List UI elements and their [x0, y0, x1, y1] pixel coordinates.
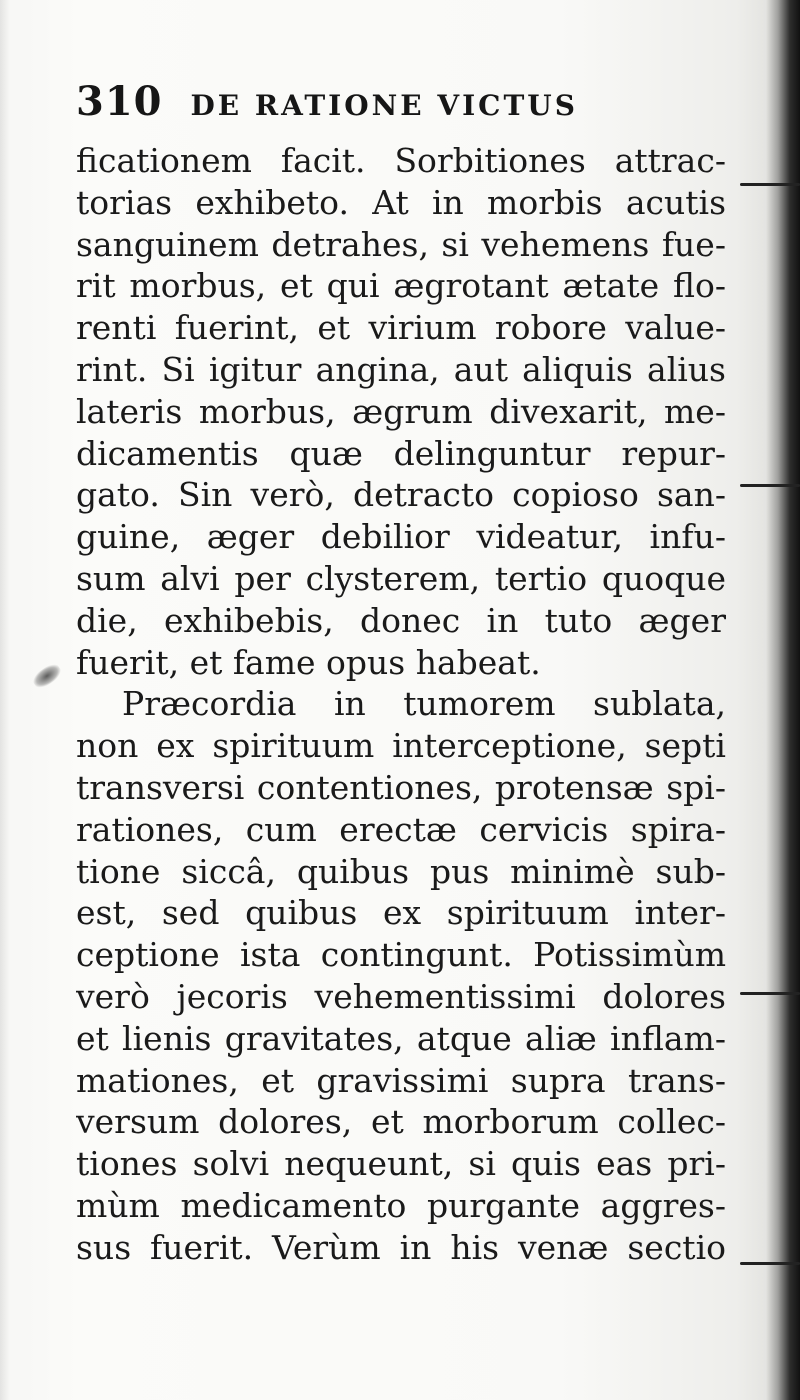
binding-thread [740, 484, 800, 487]
binding-edge [766, 0, 800, 1400]
text-line: tione siccâ, quibus pus minimè sub- [76, 851, 726, 891]
text-line: die, exhibebis, donec in tuto æger [76, 600, 726, 640]
text-line: ficationem facit. Sorbitiones attrac- [76, 141, 726, 180]
text-line: rationes, cum erectæ cervicis spira- [76, 809, 726, 849]
text-line: versum dolores, et morborum collec- [76, 1102, 726, 1142]
running-title: DE RATIONE VICTUS [190, 89, 578, 122]
ink-smudge [30, 661, 64, 691]
text-line: mùm medicamento purgante aggres- [76, 1185, 726, 1225]
page-header [76, 78, 740, 126]
text-line: tiones solvi nequeunt, si quis eas pri- [76, 1144, 726, 1184]
binding-thread [740, 992, 800, 995]
text-line: mationes, et gravissimi supra trans- [76, 1060, 726, 1100]
text-line: guine, æger debilior videatur, infu- [76, 517, 726, 557]
paragraph-last-line: fuerit, et fame opus habeat. [76, 642, 541, 682]
page-number: 310 [76, 78, 163, 125]
binding-thread [740, 183, 800, 186]
text-line: est, sed quibus ex spirituum inter- [76, 893, 726, 933]
text-line: verò jecoris vehementissimi dolores [76, 976, 726, 1016]
binding-thread [740, 1262, 800, 1265]
text-line: lateris morbus, ægrum divexarit, me- [76, 391, 726, 431]
text-line: sum alvi per clysterem, tertio quoque [76, 558, 726, 598]
text-line: sus fuerit. Verùm in his venæ sectio [76, 1227, 726, 1267]
text-line: rit morbus, et qui ægrotant ætate flo- [76, 266, 726, 306]
body-text [76, 140, 726, 1269]
text-line: sanguinem detrahes, si vehemens fue- [76, 224, 726, 264]
text-line: gato. Sin verò, detracto copioso san- [76, 475, 726, 515]
text-line: transversi contentiones, protensæ spi- [76, 767, 726, 807]
text-line: et lienis gravitates, atque aliæ inflam- [76, 1018, 726, 1058]
text-line: dicamentis quæ delinguntur repur- [76, 433, 726, 473]
text-line: torias exhibeto. At in morbis acutis [76, 182, 726, 222]
text-line: non ex spirituum interceptione, septi [76, 726, 726, 766]
text-line: rint. Si igitur angina, aut aliquis alius [76, 349, 726, 389]
page-edge-shadow [0, 0, 10, 1400]
text-line: ceptione ista contingunt. Potissimùm [76, 935, 726, 975]
text-line: renti fuerint, et virium robore value- [76, 308, 726, 348]
paragraph-first-line: Præcordia in tumorem sublata, [122, 684, 726, 724]
